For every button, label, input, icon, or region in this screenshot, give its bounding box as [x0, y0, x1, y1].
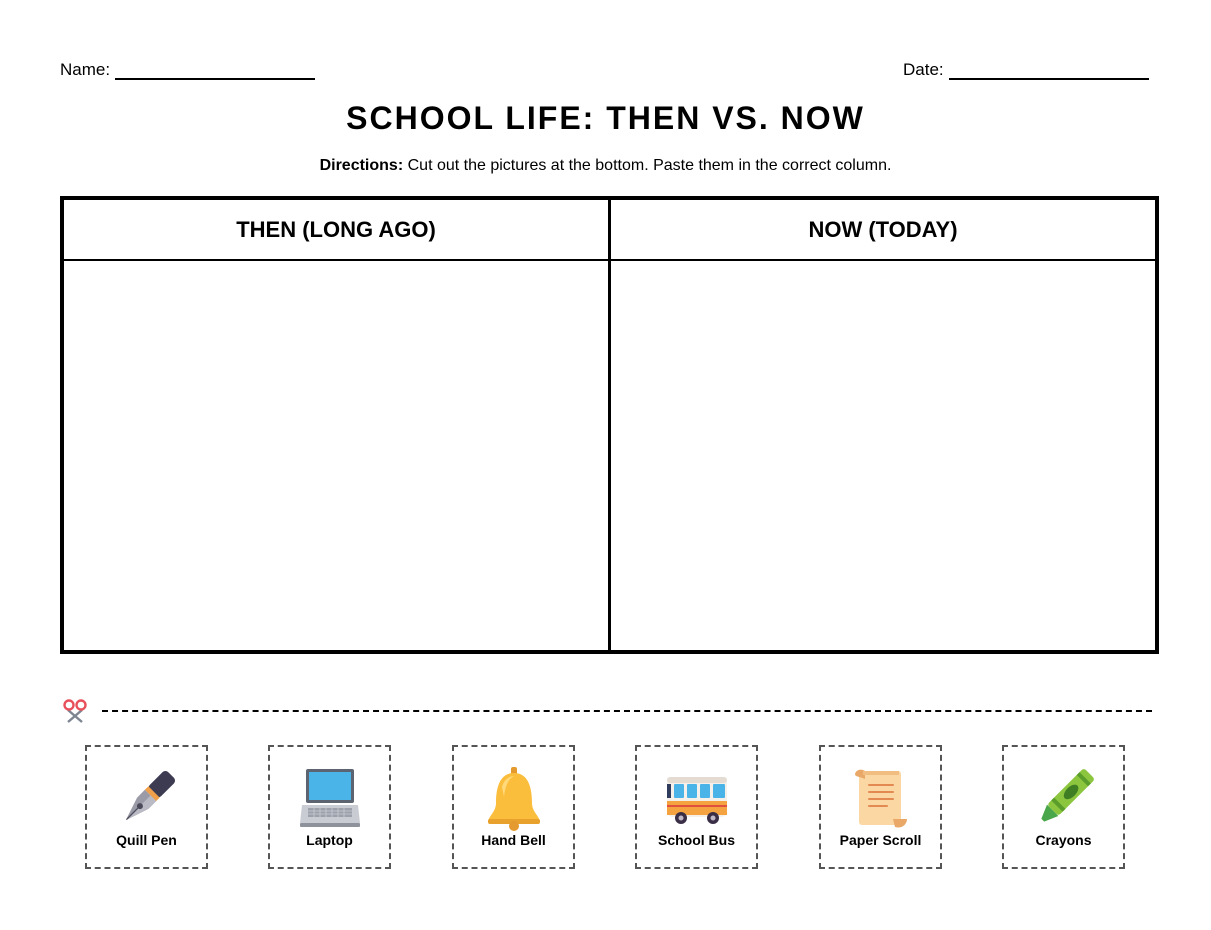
- bell-icon: [482, 767, 546, 831]
- laptop-icon: [298, 767, 362, 831]
- cutout-label: School Bus: [657, 832, 735, 848]
- now-column-drop-area[interactable]: [611, 261, 1155, 650]
- scroll-icon: [849, 767, 913, 831]
- name-field: [60, 60, 315, 80]
- directions: [0, 157, 1211, 175]
- sorting-table: [60, 196, 1159, 654]
- then-column-heading: THEN (LONG AGO): [64, 200, 608, 261]
- directions-label: Directions:: [319, 157, 404, 174]
- bus-icon: [665, 767, 729, 831]
- cutout-label: Quill Pen: [116, 832, 177, 848]
- cutout-card-school-bus[interactable]: [635, 745, 758, 869]
- cutout-card-crayons[interactable]: [1002, 745, 1125, 869]
- name-blank-line[interactable]: [115, 64, 315, 80]
- date-field: [903, 60, 1149, 80]
- cutout-card-paper-scroll[interactable]: [819, 745, 942, 869]
- then-column-drop-area[interactable]: [64, 261, 608, 650]
- then-column: [64, 200, 608, 650]
- cut-line: [62, 698, 1152, 724]
- now-column-heading: NOW (TODAY): [611, 200, 1155, 261]
- cutout-card-hand-bell[interactable]: [452, 745, 575, 869]
- cutout-label: Crayons: [1035, 832, 1092, 848]
- name-label: Name:: [60, 60, 111, 79]
- page-title: SCHOOL LIFE: THEN VS. NOW: [346, 100, 865, 136]
- crayon-icon: [1032, 767, 1096, 831]
- cutout-label: Paper Scroll: [839, 832, 922, 848]
- cutout-card-quill-pen[interactable]: [85, 745, 208, 869]
- now-column: [608, 200, 1155, 650]
- cutout-card-laptop[interactable]: [268, 745, 391, 869]
- cutout-label: Laptop: [306, 832, 353, 848]
- date-label: Date:: [903, 60, 944, 79]
- fountain-pen-icon: [115, 767, 179, 831]
- date-blank-line[interactable]: [949, 64, 1149, 80]
- directions-text: Cut out the pictures at the bottom. Paste them in the correct column.: [407, 157, 892, 174]
- cutout-label: Hand Bell: [481, 832, 546, 848]
- dashed-cut-guide: [102, 710, 1152, 712]
- scissors-icon: [62, 698, 88, 724]
